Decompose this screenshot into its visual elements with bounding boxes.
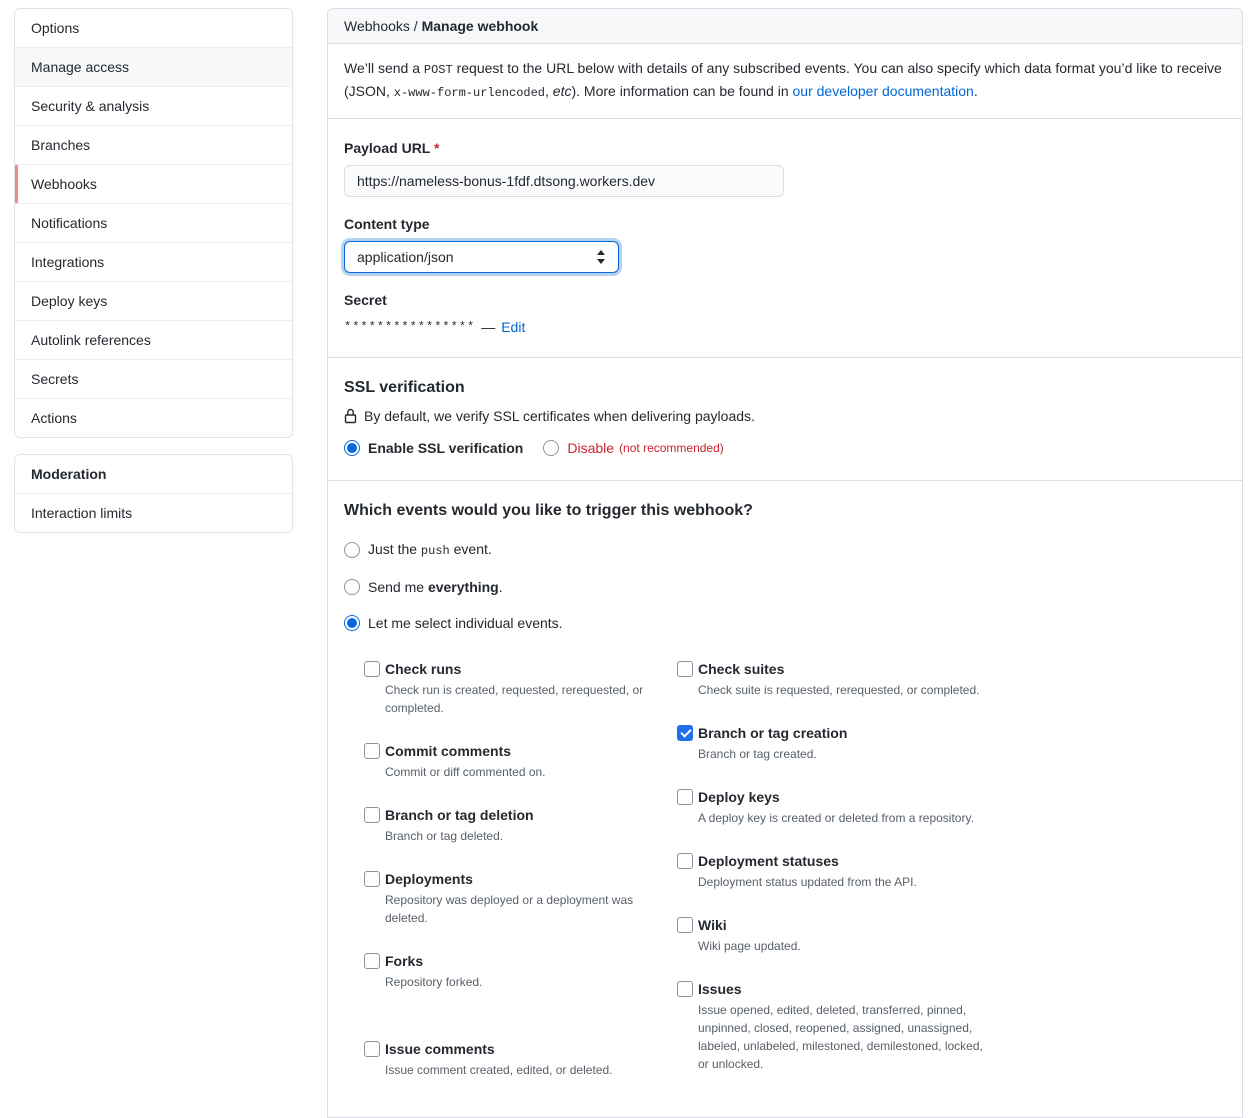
content-type-selected-value: application/json [357,249,454,265]
breadcrumb-webhooks-link[interactable]: Webhooks [344,18,410,34]
developer-documentation-link[interactable]: our developer documentation [792,83,974,99]
intro-text: ). More information can be found in [571,83,793,99]
payload-url-label [344,138,1226,158]
manage-webhook-panel [327,8,1243,1118]
events-heading: Which events would you like to trigger this webhook? [344,502,753,519]
main-content [327,8,1243,1118]
forks-checkbox[interactable] [364,953,380,969]
intro-etc: etc [552,83,572,99]
event-commit-comments [364,741,677,781]
intro-text: , [545,83,553,99]
check-runs-checkbox[interactable] [364,661,380,677]
secret-row [344,317,1226,337]
event-deploy-keys [677,787,990,827]
breadcrumb-separator: / [409,18,422,34]
event-deployments [364,869,677,927]
event-title: Commit comments [385,743,512,759]
push-code: push [420,544,450,558]
events-section [328,481,1242,1117]
content-type-label: Content type [344,216,430,232]
ssl-heading: SSL verification [344,379,465,396]
event-title: Check runs [385,661,462,677]
deploy-keys-checkbox[interactable] [677,789,693,805]
event-option-just-push [344,539,1226,561]
event-description: Issue opened, edited, deleted, transferred, pinned, unpinned, closed, reopened, assigned, unassigned, labeled, unlabeled, milestoned, demilestoned, locked, or unlocked. [698,1003,983,1071]
event-branch-tag-deletion [364,805,677,845]
payload-url-input[interactable] [344,165,784,197]
sidebar-item-interaction-limits[interactable]: Interaction limits [31,505,133,521]
lock-icon [344,408,357,424]
event-title: Deployment statuses [698,853,839,869]
sidebar-item-integrations[interactable]: Integrations [15,243,292,282]
check-suites-checkbox[interactable] [677,661,693,677]
event-title: Deploy keys [698,789,780,805]
required-asterisk: * [434,140,440,156]
event-title: Forks [385,953,424,969]
event-title: Issue comments [385,1041,495,1057]
secret-separator: — [481,319,496,335]
event-branch-tag-creation [677,723,990,763]
intro-text: request to the URL below with details of any subscribed events. You can also specify which data format you’d like to receive (JSON, [344,60,1222,99]
just-push-radio[interactable] [344,542,360,558]
event-title: Check suites [698,661,785,677]
content-type-select[interactable] [344,241,619,273]
intro-section [328,44,1242,119]
event-description: A deploy key is created or deleted from a repository. [698,811,974,825]
sidebar-item-manage-access[interactable]: Manage access [15,48,292,87]
event-description: Wiki page updated. [698,939,801,953]
event-issue-comments [364,1039,677,1079]
send-everything-label: Send me everything. [368,579,503,595]
branch-tag-deletion-checkbox[interactable] [364,807,380,823]
event-description: Repository forked. [385,975,483,989]
intro-text: . [973,83,978,99]
event-option-individual [344,613,1226,633]
event-check-suites [677,659,990,699]
select-arrows-icon [596,250,606,264]
event-title: Wiki [698,917,727,933]
intro-code-urlencoded: x-www-form-urlencoded [393,86,546,100]
sidebar-item-deploy-keys[interactable]: Deploy keys [15,282,292,321]
sidebar-item-options[interactable]: Options [15,9,292,48]
page-title: Manage webhook [421,18,539,34]
secret-masked-value: **************** [344,320,476,334]
events-column-right [677,659,990,1103]
disable-ssl-radio[interactable] [543,440,559,456]
event-issues [677,979,990,1073]
just-push-label: Just the push event. [368,541,492,558]
event-description: Commit or diff commented on. [385,765,546,779]
moderation-nav [14,454,293,533]
event-title: Branch or tag deletion [385,807,534,823]
sidebar-item-webhooks[interactable]: Webhooks [15,165,292,204]
secret-edit-link[interactable]: Edit [501,319,526,335]
event-check-runs [364,659,677,717]
moderation-header: Moderation [15,455,292,494]
breadcrumb [328,9,1242,44]
event-title: Issues [698,981,742,997]
event-description: Check suite is requested, rerequested, or completed. [698,683,980,697]
event-title: Branch or tag creation [698,725,848,741]
settings-sidebar [14,8,293,549]
sidebar-item-branches[interactable]: Branches [15,126,292,165]
event-forks [364,951,677,991]
event-deployment-statuses [677,851,990,891]
enable-ssl-radio[interactable] [344,440,360,456]
event-description: Deployment status updated from the API. [698,875,917,889]
disable-ssl-note: (not recommended) [619,441,724,455]
event-description: Issue comment created, edited, or deleted. [385,1063,613,1077]
sidebar-item-secrets[interactable]: Secrets [15,360,292,399]
ssl-note-text: By default, we verify SSL certificates when delivering payloads. [364,408,755,424]
ssl-radio-group [344,440,1226,456]
event-description: Branch or tag deleted. [385,829,504,843]
event-wiki [677,915,990,955]
webhook-form-section [328,119,1242,358]
secret-label: Secret [344,292,387,308]
events-grid [364,659,1226,1103]
issues-checkbox[interactable] [677,981,693,997]
disable-ssl-label: Disable [567,440,615,456]
payload-url-label-text: Payload URL [344,140,431,156]
events-column-left [364,659,677,1103]
event-description: Check run is created, requested, rerequested, or completed. [385,683,644,715]
event-description: Branch or tag created. [698,747,817,761]
intro-code-post: POST [423,63,453,77]
individual-events-radio[interactable] [344,615,360,631]
send-everything-radio[interactable] [344,579,360,595]
deployment-statuses-checkbox[interactable] [677,853,693,869]
event-option-everything [344,577,1226,597]
intro-text: We’ll send a [344,60,424,76]
enable-ssl-label: Enable SSL verification [368,440,524,456]
sidebar-item-autolink-references[interactable]: Autolink references [15,321,292,360]
event-description: Repository was deployed or a deployment was deleted. [385,893,634,925]
settings-nav [14,8,293,438]
commit-comments-checkbox[interactable] [364,743,380,759]
issue-comments-checkbox[interactable] [364,1041,380,1057]
sidebar-item-security-analysis[interactable]: Security & analysis [15,87,292,126]
deployments-checkbox[interactable] [364,871,380,887]
ssl-note [344,406,1226,426]
individual-events-label: Let me select individual events. [368,615,563,631]
ssl-section [328,358,1242,481]
event-title: Deployments [385,871,473,887]
sidebar-item-notifications[interactable]: Notifications [15,204,292,243]
branch-tag-creation-checkbox[interactable] [677,725,693,741]
sidebar-item-actions[interactable]: Actions [31,410,77,426]
wiki-checkbox[interactable] [677,917,693,933]
